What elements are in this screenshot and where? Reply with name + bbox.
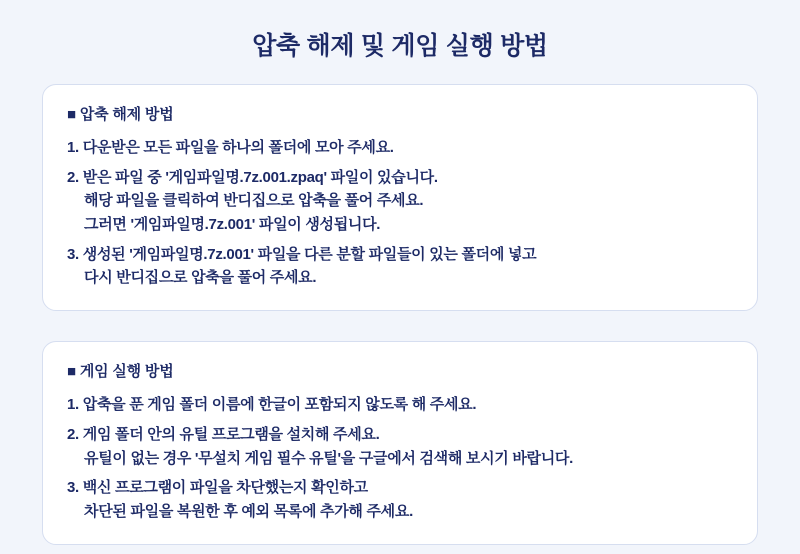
page-title: 압축 해제 및 게임 실행 방법 — [252, 32, 548, 60]
section-card-extract — [42, 84, 758, 311]
step-line: 다시 반디집으로 압축을 풀어 주세요. — [84, 269, 317, 287]
section-heading: ■ 압축 해제 방법 — [67, 106, 174, 123]
step-item — [67, 423, 735, 470]
step-line: 해당 파일을 클릭하여 반디집으로 압축을 풀어 주세요. — [84, 192, 424, 210]
step-item — [67, 476, 735, 523]
step-line: 차단된 파일을 복원한 후 예외 목록에 추가해 주세요. — [84, 502, 413, 520]
section-heading: ■ 게임 실행 방법 — [67, 363, 174, 381]
step-line: 2. 게임 폴더 안의 유틸 프로그램을 설치해 주세요. — [67, 425, 380, 443]
step-line: 1. 압축을 푼 게임 폴더 이름에 한글이 포함되지 않도록 해 주세요. — [67, 396, 477, 414]
step-line: 그러면 '게임파일명.7z.001' 파일이 생성됩니다. — [84, 216, 381, 234]
step-item — [67, 243, 735, 290]
step-line: 유틸이 없는 경우 '무설치 게임 필수 유틸'을 구글에서 검색해 보시기 바랍니다. — [84, 449, 573, 467]
step-item — [67, 166, 735, 237]
step-line: 3. 백신 프로그램이 파일을 차단했는지 확인하고 — [67, 479, 368, 497]
step-line: 2. 받은 파일 중 '게임파일명.7z.001.zpaq' 파일이 있습니다. — [67, 168, 438, 186]
step-item — [67, 136, 735, 160]
step-line: 1. 다운받은 모든 파일을 하나의 폴더에 모아 주세요. — [67, 139, 394, 156]
step-item — [67, 393, 735, 417]
step-line: 3. 생성된 '게임파일명.7z.001' 파일을 다른 분할 파일들이 있는 폴더에 넣고 — [67, 245, 537, 263]
section-card-launch — [42, 341, 758, 544]
